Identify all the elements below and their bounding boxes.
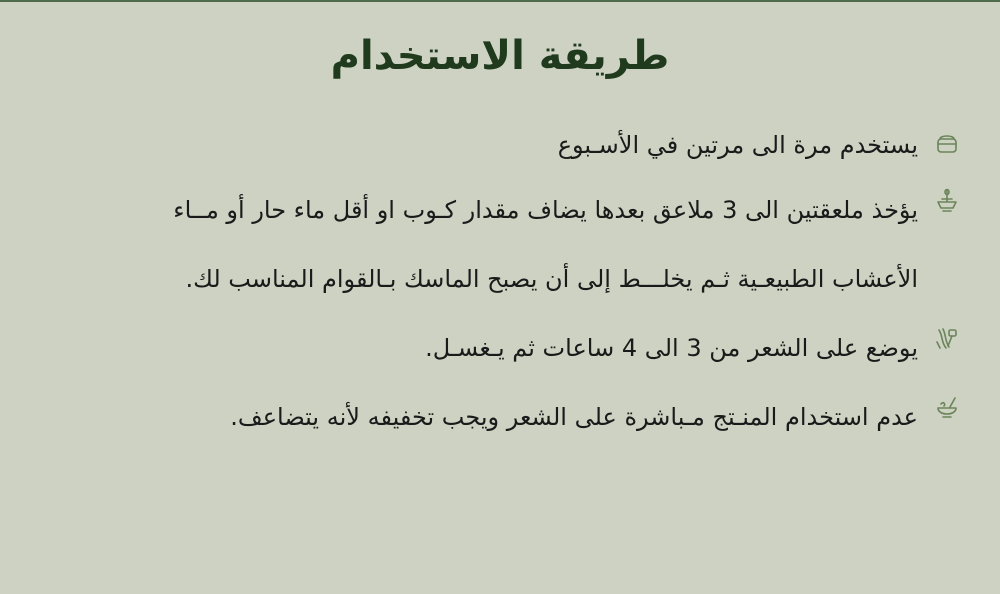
list-item (80, 314, 962, 383)
steps-list (80, 118, 962, 452)
list-item (80, 383, 962, 452)
step-text: يستخدم مرة الى مرتين في الأسـبوع (557, 131, 918, 159)
step-text: يؤخذ ملعقتين الى 3 ملاعق بعدها يضاف مقدار كـوب او أقل ماء حار أو مــاء الأعشاب الطبيعـية ثـم يخلـــط إلى أن يصبح الماسك بـالقوام المناسب لك. (173, 196, 918, 293)
spoon-bowl-icon (932, 186, 962, 216)
hair-brush-icon (932, 324, 962, 354)
jar-icon (932, 128, 962, 158)
mortar-icon (932, 393, 962, 423)
list-item (80, 118, 962, 172)
step-text: يوضع على الشعر من 3 الى 4 ساعات ثم يـغسـل. (425, 334, 918, 362)
step-text: عدم استخدام المنـتج مـباشرة على الشعر ويجب تخفيفه لأنه يتضاعف. (230, 403, 918, 431)
list-item (80, 176, 962, 314)
section-title: طريقة الاستخدام (330, 33, 670, 79)
